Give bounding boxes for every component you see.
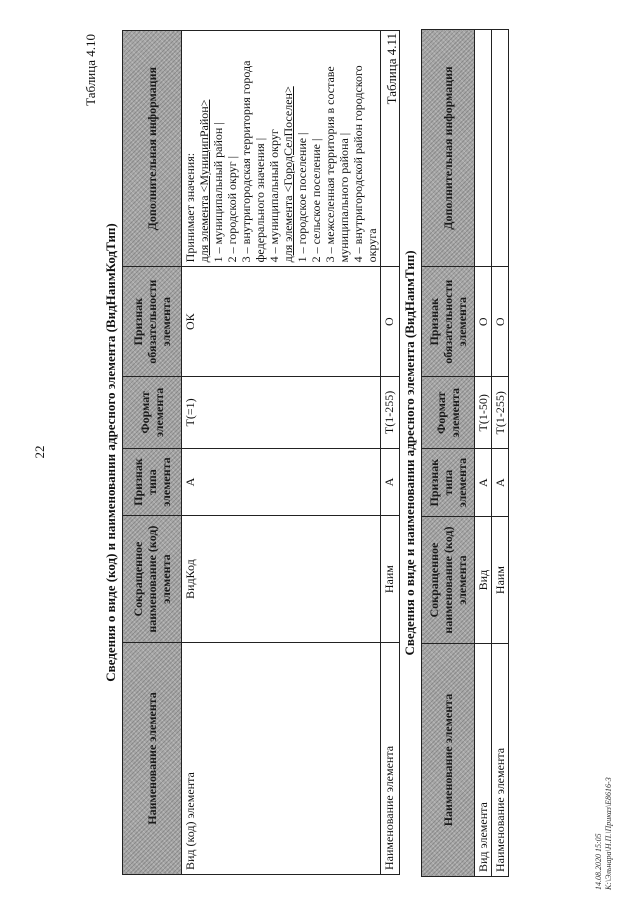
header-type-flag: Признак типа элемента: [123, 448, 182, 516]
footer-timestamp: 14.08.2020 15:05: [594, 833, 603, 890]
info-item: 1 – муниципальный район |: [211, 122, 225, 263]
info-item: 1 – городское поселение |: [295, 132, 309, 263]
cell-additional-info: [475, 30, 492, 267]
cell-required-flag: О: [381, 267, 400, 377]
table-header-row: [422, 30, 475, 877]
header-additional-info: Дополнительная информация: [422, 30, 475, 267]
info-item: 3 – внутригородская территория города федерального значения |: [239, 60, 267, 263]
table-caption: Сведения о виде и наименовании адресного элемента (ВидНаимТип): [402, 250, 417, 656]
footer-file-path: К:\Эльнара\Н.П.\Приказ\Е8616-3: [604, 777, 613, 890]
header-required-flag: Признак обязательности элемента: [123, 267, 182, 377]
header-type-flag: Признак типа элемента: [422, 449, 475, 517]
cell-required-flag: О: [492, 267, 509, 377]
cell-format: T(1-50): [475, 377, 492, 449]
info-intro: Принимает значения:: [183, 152, 197, 263]
header-format: Формат элемента: [422, 377, 475, 449]
table-header-row: [123, 31, 182, 875]
cell-additional-info: [182, 31, 381, 267]
cell-short-name: ВидКод: [182, 516, 381, 643]
cell-short-name: Вид: [475, 517, 492, 644]
header-short-name: Сокращенное наименование (код) элемента: [123, 516, 182, 643]
header-required-flag: Признак обязательности элемента: [422, 267, 475, 377]
cell-short-name: Наим: [381, 516, 400, 643]
cell-short-name: Наим: [492, 517, 509, 644]
document-footer: [594, 670, 614, 890]
address-element-kind-table: [122, 30, 400, 875]
info-item: 3 – межселенная территория в составе муниципального района |: [323, 66, 351, 263]
cell-format: T(1-255): [492, 377, 509, 449]
table-row: [475, 30, 492, 877]
info-item: 4 – внутригородской район городского округа: [351, 65, 379, 263]
table-row: [182, 31, 381, 875]
info-item: 2 – сельское поселение |: [309, 138, 323, 263]
table-4-11-block: [383, 29, 509, 877]
header-short-name: Сокращенное наименование (код) элемента: [422, 517, 475, 644]
address-element-kind-name-table: [421, 29, 509, 877]
cell-format: T(=1): [182, 377, 381, 449]
table-4-10-block: [82, 30, 400, 875]
cell-type-flag: А: [182, 448, 381, 516]
table-label: Таблица 4.10: [83, 34, 98, 106]
header-element-name: Наименование элемента: [123, 642, 182, 874]
info-group2-heading: для элемента <ГородСелПоселен>: [281, 86, 295, 263]
cell-element-name: Наименование элемента: [492, 644, 509, 877]
table-caption: Сведения о виде (код) и наименовании адресного элемента (ВидНаимКодТип): [103, 223, 118, 682]
header-element-name: Наименование элемента: [422, 644, 475, 877]
info-item: 4 – муниципальный округ: [267, 129, 281, 263]
cell-element-name: Вид (код) элемента: [182, 642, 381, 874]
info-item: 2 – городской округ |: [225, 155, 239, 263]
cell-required-flag: О: [475, 267, 492, 377]
cell-element-name: Наименование элемента: [381, 642, 400, 874]
header-additional-info: Дополнительная информация: [123, 31, 182, 267]
header-format: Формат элемента: [123, 377, 182, 449]
cell-type-flag: А: [475, 449, 492, 517]
cell-element-name: Вид элемента: [475, 644, 492, 877]
cell-type-flag: А: [381, 448, 400, 516]
table-label: Таблица 4.11: [384, 33, 399, 105]
info-group1-heading: для элемента <МуниципРайон>: [197, 99, 211, 263]
cell-format: T(1-255): [381, 377, 400, 449]
cell-additional-info: [492, 30, 509, 267]
cell-required-flag: ОК: [182, 267, 381, 377]
table-row: [492, 30, 509, 877]
page-number: 22: [32, 445, 47, 459]
cell-type-flag: А: [492, 449, 509, 517]
